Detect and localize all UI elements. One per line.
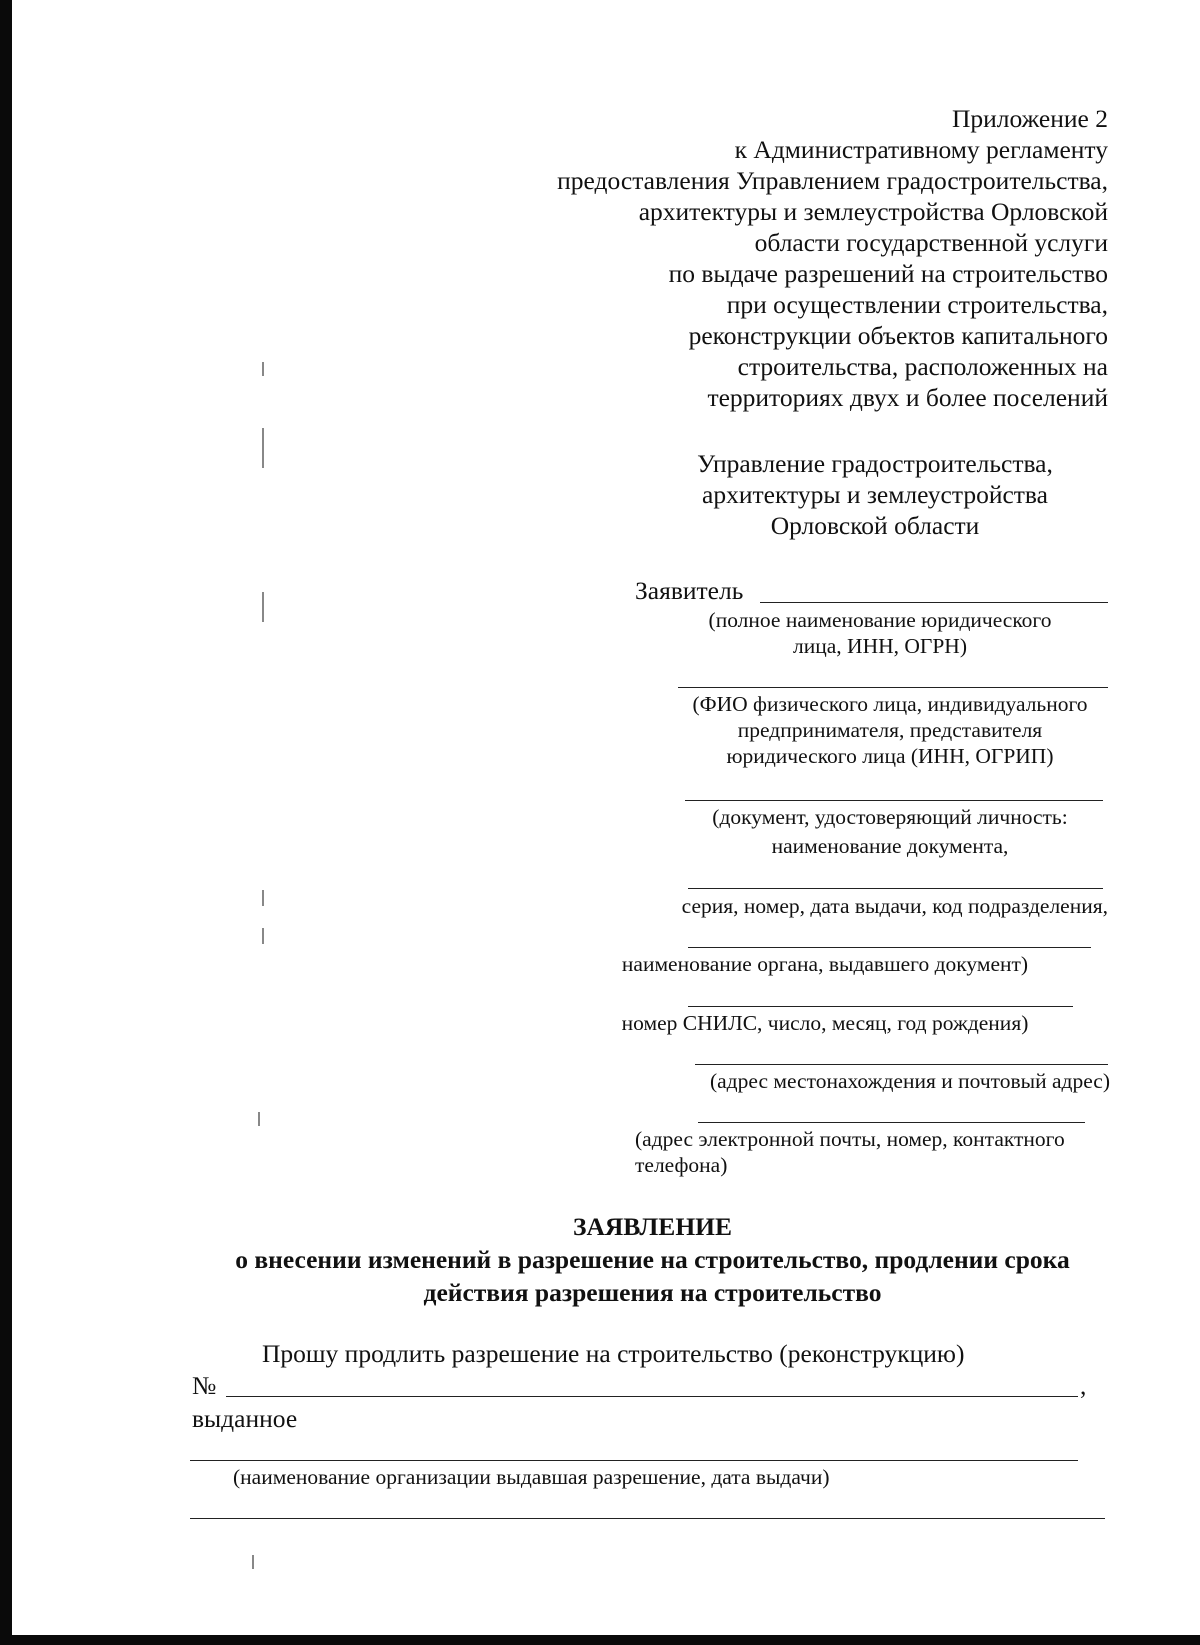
additional-input-line[interactable]: [190, 1518, 1105, 1519]
appendix-line-10: территориях двух и более поселений: [707, 383, 1108, 412]
addressee-line-3: Орловской области: [770, 511, 980, 540]
hint-person-line-1: (ФИО физического лица, индивидуального: [692, 692, 1088, 716]
hint-person-line-2: предпринимателя, представителя: [737, 718, 1043, 742]
document-subtitle-line-2: действия разрешения на строительство: [423, 1278, 882, 1307]
contact-input-line[interactable]: [698, 1122, 1085, 1123]
document-title: ЗАЯВЛЕНИЕ: [572, 1212, 732, 1241]
issuer-input-line[interactable]: [688, 947, 1091, 948]
hint-document-line-2: наименование документа,: [771, 834, 1009, 858]
number-comma: ,: [1080, 1371, 1087, 1400]
applicant-label: Заявитель: [635, 576, 744, 605]
hint-address: (адрес местонахождения и почтовый адрес): [709, 1069, 1110, 1093]
hint-snils: номер СНИЛС, число, месяц, год рождения): [621, 1011, 1029, 1035]
scan-speck: [262, 890, 264, 906]
address-input-line[interactable]: [695, 1064, 1108, 1065]
scan-speck: [262, 428, 264, 468]
org-hint: (наименование организации выдавшая разрешение, дата выдачи): [233, 1465, 830, 1489]
scan-edge-left: [0, 0, 12, 1645]
document-input-line[interactable]: [685, 800, 1103, 801]
hint-document-line-1: (документ, удостоверяющий личность:: [712, 805, 1068, 829]
permit-number-input-line[interactable]: [226, 1396, 1078, 1397]
series-input-line[interactable]: [688, 888, 1103, 889]
scan-speck: [262, 592, 264, 622]
scan-edge-bottom: [0, 1635, 1200, 1645]
hint-contact-line-1: (адрес электронной почты, номер, контактного: [635, 1127, 1065, 1151]
document-subtitle-line-1: о внесении изменений в разрешение на строительство, продлении срока: [235, 1245, 1070, 1274]
appendix-line-6: по выдаче разрешений на строительство: [668, 259, 1108, 288]
appendix-line-8: реконструкции объектов капитального: [688, 321, 1108, 350]
hint-series: серия, номер, дата выдачи, код подразделения,: [681, 894, 1108, 918]
appendix-line-7: при осуществлении строительства,: [726, 290, 1108, 319]
addressee-line-2: архитектуры и землеустройства: [702, 480, 1048, 509]
hint-person-line-3: юридического лица (ИНН, ОГРИП): [726, 744, 1054, 768]
scan-speck: [258, 1112, 260, 1126]
hint-contact-line-2: телефона): [635, 1153, 728, 1177]
number-sign: №: [192, 1371, 217, 1400]
applicant-input-line[interactable]: [760, 602, 1108, 603]
appendix-line-2: к Административному регламенту: [734, 135, 1108, 164]
issued-label: выданное: [192, 1404, 298, 1433]
request-text: Прошу продлить разрешение на строительство (реконструкцию): [262, 1339, 965, 1368]
issuer-org-input-line[interactable]: [190, 1460, 1078, 1461]
scan-speck: [252, 1555, 254, 1569]
appendix-line-5: области государственной услуги: [754, 228, 1108, 257]
addressee-line-1: Управление градостроительства,: [697, 449, 1053, 478]
hint-issuer: наименование органа, выдавшего документ): [621, 952, 1029, 976]
appendix-line-4: архитектуры и землеустройства Орловской: [638, 197, 1108, 226]
snils-input-line[interactable]: [688, 1006, 1073, 1007]
hint-legal-line-1: (полное наименование юридического: [708, 608, 1052, 632]
appendix-line-3: предоставления Управлением градостроительства,: [557, 166, 1108, 195]
appendix-line-9: строительства, расположенных на: [737, 352, 1108, 381]
person-input-line[interactable]: [678, 687, 1108, 688]
appendix-line-1: Приложение 2: [952, 104, 1108, 133]
hint-legal-line-2: лица, ИНН, ОГРН): [793, 634, 967, 658]
scan-speck: [262, 362, 264, 376]
scan-speck: [262, 928, 264, 944]
